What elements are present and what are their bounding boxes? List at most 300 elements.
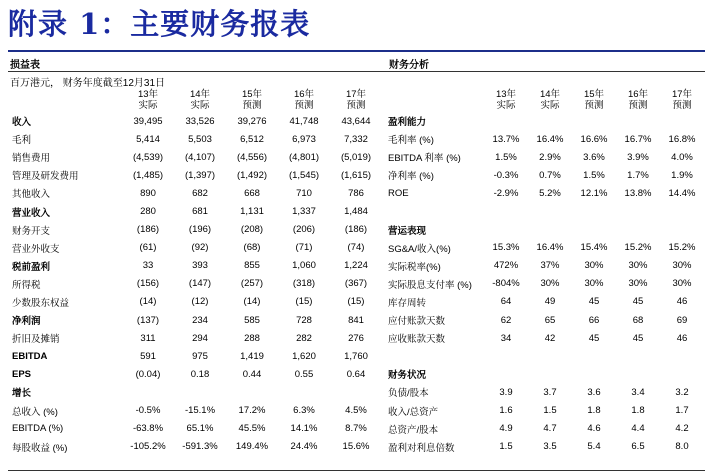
analysis-row bbox=[386, 184, 704, 202]
analysis-cell bbox=[616, 221, 660, 239]
income-row-label: 财务开支 bbox=[12, 225, 51, 237]
income-cell: 1,131 bbox=[240, 206, 264, 218]
income-cell: (206) bbox=[292, 224, 316, 236]
income-row bbox=[10, 202, 382, 220]
analysis-row-label: SG&A/收入(%) bbox=[388, 243, 451, 255]
income-year-label: 15年 bbox=[241, 89, 263, 100]
income-cell: (5,019) bbox=[340, 151, 372, 163]
income-cell bbox=[278, 383, 330, 401]
analysis-row-label: 应收账款天数 bbox=[388, 334, 446, 346]
analysis-cell bbox=[484, 365, 528, 383]
income-cell: 855 bbox=[244, 260, 260, 272]
analysis-cell bbox=[572, 347, 616, 365]
income-cell: (12) bbox=[191, 296, 209, 308]
analysis-cell: 16.7% bbox=[624, 133, 652, 145]
income-row-label: 营业收入 bbox=[12, 207, 51, 219]
analysis-row-label: EBITDA 利率 (%) bbox=[388, 153, 461, 165]
analysis-cell: 30% bbox=[540, 278, 560, 290]
income-cell: 1,224 bbox=[344, 260, 368, 272]
income-cell: 1,419 bbox=[240, 350, 264, 362]
analysis-year-header-spacer bbox=[386, 88, 484, 112]
analysis-cell: 3.4 bbox=[631, 386, 645, 398]
analysis-row bbox=[386, 202, 704, 220]
income-cell bbox=[226, 383, 278, 401]
income-cell: (15) bbox=[347, 296, 365, 308]
analysis-cell: 3.5 bbox=[543, 441, 557, 453]
analysis-cell bbox=[660, 112, 704, 130]
analysis-cell: 15.3% bbox=[492, 242, 520, 254]
analysis-row-label: 营运表现 bbox=[388, 225, 427, 237]
analysis-row-label: 实际税率(%) bbox=[388, 261, 441, 273]
income-row bbox=[10, 347, 382, 365]
income-cell: 1,484 bbox=[344, 206, 368, 218]
income-cell: 149.4% bbox=[235, 441, 269, 453]
analysis-cell bbox=[572, 365, 616, 383]
income-year-label: 16年 bbox=[293, 89, 315, 100]
analysis-row-label: 财务状况 bbox=[388, 370, 427, 382]
analysis-cell bbox=[484, 112, 528, 130]
analysis-cell bbox=[616, 202, 660, 220]
income-cell: (147) bbox=[188, 278, 212, 290]
analysis-row-label: 净利率 (%) bbox=[388, 171, 434, 183]
analysis-year-col-4 bbox=[616, 88, 660, 112]
income-cell: 43,644 bbox=[341, 115, 371, 127]
income-cell: 45.5% bbox=[238, 423, 266, 435]
income-row bbox=[10, 275, 382, 293]
analysis-cell: 2.9% bbox=[539, 151, 561, 163]
analysis-cell: 1.7% bbox=[627, 169, 649, 181]
analysis-cell bbox=[484, 221, 528, 239]
income-cell: -15.1% bbox=[184, 405, 216, 417]
currency-unit-note: 百万港元， 财务年度截至12月31日 bbox=[10, 78, 166, 89]
income-cell: -591.3% bbox=[182, 441, 218, 453]
title-divider bbox=[8, 50, 705, 52]
analysis-cell bbox=[660, 347, 704, 365]
income-cell: (74) bbox=[347, 242, 365, 254]
income-cell: 15.6% bbox=[342, 441, 370, 453]
income-row bbox=[10, 112, 382, 130]
income-cell: 288 bbox=[244, 332, 260, 344]
analysis-cell: 64 bbox=[500, 296, 512, 308]
analysis-cell: 30% bbox=[584, 278, 604, 290]
analysis-row-label: 毛利率 (%) bbox=[388, 135, 434, 147]
income-row-label: 净利润 bbox=[12, 316, 41, 328]
analysis-row bbox=[386, 420, 704, 438]
income-cell: (14) bbox=[243, 296, 261, 308]
income-cell: 24.4% bbox=[290, 441, 318, 453]
income-row bbox=[10, 239, 382, 257]
analysis-row-label bbox=[386, 347, 484, 365]
analysis-cell: 4.7 bbox=[543, 423, 557, 435]
income-cell: 1,337 bbox=[292, 206, 316, 218]
income-row-label: EBITDA bbox=[12, 350, 48, 362]
income-cell: (4,556) bbox=[236, 151, 268, 163]
income-cell: (367) bbox=[344, 278, 368, 290]
income-cell: -105.2% bbox=[130, 441, 166, 453]
analysis-cell: 5.4 bbox=[587, 441, 601, 453]
analysis-row bbox=[386, 112, 704, 130]
income-year-header-row bbox=[10, 88, 382, 112]
analysis-row bbox=[386, 130, 704, 148]
income-row bbox=[10, 383, 382, 401]
income-year-col-5 bbox=[330, 88, 382, 112]
income-row bbox=[10, 402, 382, 420]
income-cell: 33,526 bbox=[185, 115, 215, 127]
analysis-year-col-5 bbox=[660, 88, 704, 112]
income-cell: 1,620 bbox=[292, 350, 316, 362]
analysis-cell: 3.9% bbox=[627, 151, 649, 163]
income-row-label: 税前盈利 bbox=[12, 261, 51, 273]
income-row bbox=[10, 438, 382, 456]
analysis-row bbox=[386, 239, 704, 257]
analysis-cell: 46 bbox=[676, 332, 688, 344]
income-year-type: 预测 bbox=[346, 100, 366, 111]
analysis-row-label: 总资产/股本 bbox=[388, 424, 439, 436]
analysis-cell: 37% bbox=[540, 260, 560, 272]
income-year-col-3 bbox=[226, 88, 278, 112]
analysis-cell: -2.9% bbox=[493, 187, 519, 199]
analysis-cell: 66 bbox=[588, 314, 600, 326]
income-cell: (71) bbox=[295, 242, 313, 254]
income-year-type: 实际 bbox=[190, 100, 210, 111]
analysis-cell: 65 bbox=[544, 314, 556, 326]
income-row-label: 销售费用 bbox=[12, 153, 51, 165]
income-cell: (186) bbox=[136, 224, 160, 236]
analysis-year-label: 15年 bbox=[583, 89, 605, 100]
income-cell: 728 bbox=[296, 314, 312, 326]
income-cell: (1,397) bbox=[184, 169, 216, 181]
analysis-cell: 1.5 bbox=[543, 405, 557, 417]
analysis-cell: 1.5 bbox=[499, 441, 513, 453]
income-row bbox=[10, 166, 382, 184]
analysis-cell bbox=[616, 112, 660, 130]
financial-analysis-header: 财务分析 bbox=[389, 60, 429, 71]
analysis-cell bbox=[572, 112, 616, 130]
income-row bbox=[10, 184, 382, 202]
income-cell: 8.7% bbox=[345, 423, 367, 435]
analysis-cell bbox=[660, 202, 704, 220]
analysis-cell: 62 bbox=[500, 314, 512, 326]
income-cell: 0.64 bbox=[346, 368, 366, 380]
income-cell: 710 bbox=[296, 187, 312, 199]
income-cell: (257) bbox=[240, 278, 264, 290]
income-row-label: 每股收益 (%) bbox=[12, 442, 68, 454]
analysis-cell: 16.6% bbox=[580, 133, 608, 145]
analysis-row-label: 库存周转 bbox=[388, 297, 427, 309]
analysis-cell bbox=[660, 365, 704, 383]
analysis-year-col-1 bbox=[484, 88, 528, 112]
income-row bbox=[10, 365, 382, 383]
analysis-cell bbox=[528, 202, 572, 220]
analysis-row bbox=[386, 329, 704, 347]
analysis-cell: 3.9 bbox=[499, 386, 513, 398]
income-year-col-1 bbox=[122, 88, 174, 112]
analysis-year-type: 实际 bbox=[540, 100, 560, 111]
analysis-row-label: 盈利对利息倍数 bbox=[388, 442, 455, 454]
analysis-cell: 16.8% bbox=[668, 133, 696, 145]
analysis-cell: 4.2 bbox=[675, 423, 689, 435]
analysis-row bbox=[386, 311, 704, 329]
analysis-row bbox=[386, 438, 704, 456]
income-cell: 282 bbox=[296, 332, 312, 344]
analysis-cell: 1.8 bbox=[587, 405, 601, 417]
income-cell: 841 bbox=[348, 314, 364, 326]
income-cell: 4.5% bbox=[345, 405, 367, 417]
income-cell: (186) bbox=[344, 224, 368, 236]
income-cell: 890 bbox=[140, 187, 156, 199]
income-cell: 39,495 bbox=[133, 115, 163, 127]
income-cell: 33 bbox=[142, 260, 154, 272]
income-row-label: 收入 bbox=[12, 117, 32, 129]
analysis-cell: 3.6 bbox=[587, 386, 601, 398]
analysis-row bbox=[386, 275, 704, 293]
analysis-row bbox=[386, 383, 704, 401]
income-cell bbox=[330, 383, 382, 401]
analysis-row-label bbox=[386, 202, 484, 220]
analysis-cell bbox=[528, 112, 572, 130]
analysis-cell: 45 bbox=[588, 332, 600, 344]
analysis-cell: 1.8 bbox=[631, 405, 645, 417]
analysis-cell: 30% bbox=[584, 260, 604, 272]
analysis-cell: 1.7 bbox=[675, 405, 689, 417]
income-year-type: 实际 bbox=[138, 100, 158, 111]
income-cell: 41,748 bbox=[289, 115, 319, 127]
analysis-row bbox=[386, 365, 704, 383]
income-cell: 668 bbox=[244, 187, 260, 199]
income-cell: (196) bbox=[188, 224, 212, 236]
analysis-cell: 5.2% bbox=[539, 187, 561, 199]
analysis-cell bbox=[528, 365, 572, 383]
income-cell: (4,539) bbox=[132, 151, 164, 163]
income-cell: 0.18 bbox=[190, 368, 210, 380]
income-cell bbox=[122, 383, 174, 401]
analysis-cell: -0.3% bbox=[493, 169, 519, 181]
analysis-cell: 0.7% bbox=[539, 169, 561, 181]
income-cell: 975 bbox=[192, 350, 208, 362]
income-row-label: 其他收入 bbox=[12, 189, 51, 201]
income-cell: 585 bbox=[244, 314, 260, 326]
income-row-label: EPS bbox=[12, 368, 32, 380]
analysis-cell: 68 bbox=[632, 314, 644, 326]
income-cell: 14.1% bbox=[290, 423, 318, 435]
analysis-cell: 30% bbox=[672, 260, 692, 272]
analysis-cell: 6.5 bbox=[631, 441, 645, 453]
analysis-cell bbox=[484, 347, 528, 365]
income-row bbox=[10, 221, 382, 239]
analysis-year-label: 17年 bbox=[671, 89, 693, 100]
income-cell: 1,060 bbox=[292, 260, 316, 272]
analysis-cell: 3.6% bbox=[583, 151, 605, 163]
income-row bbox=[10, 311, 382, 329]
income-row bbox=[10, 329, 382, 347]
income-cell: 5,414 bbox=[136, 133, 160, 145]
income-cell: (4,107) bbox=[184, 151, 216, 163]
income-cell: 682 bbox=[192, 187, 208, 199]
analysis-year-col-2 bbox=[528, 88, 572, 112]
financial-analysis-table bbox=[386, 88, 704, 456]
analysis-year-type: 实际 bbox=[496, 100, 516, 111]
income-statement-table bbox=[10, 88, 382, 456]
income-cell: (92) bbox=[191, 242, 209, 254]
analysis-cell bbox=[484, 202, 528, 220]
analysis-cell: 34 bbox=[500, 332, 512, 344]
analysis-cell: 14.4% bbox=[668, 187, 696, 199]
analysis-row bbox=[386, 402, 704, 420]
income-year-type: 预测 bbox=[294, 100, 314, 111]
income-cell: 0.55 bbox=[294, 368, 314, 380]
income-cell: (14) bbox=[139, 296, 157, 308]
income-row-label: 毛利 bbox=[12, 135, 32, 147]
income-cell: 17.2% bbox=[238, 405, 266, 417]
income-cell: 7,332 bbox=[344, 133, 368, 145]
income-row bbox=[10, 420, 382, 438]
analysis-row-label: 负债/股本 bbox=[388, 388, 429, 400]
income-cell: (137) bbox=[136, 314, 160, 326]
income-cell: -0.5% bbox=[135, 405, 161, 417]
analysis-cell: 1.9% bbox=[671, 169, 693, 181]
analysis-cell bbox=[528, 221, 572, 239]
footer-divider bbox=[8, 470, 705, 471]
income-cell: 6,973 bbox=[292, 133, 316, 145]
income-year-type: 预测 bbox=[242, 100, 262, 111]
income-cell: (1,492) bbox=[236, 169, 268, 181]
analysis-cell: 472% bbox=[493, 260, 519, 272]
income-cell: (4,801) bbox=[288, 151, 320, 163]
analysis-row bbox=[386, 221, 704, 239]
analysis-cell: 45 bbox=[632, 332, 644, 344]
income-year-label: 14年 bbox=[189, 89, 211, 100]
income-cell: 786 bbox=[348, 187, 364, 199]
income-cell: (156) bbox=[136, 278, 160, 290]
income-row-label: 所得税 bbox=[12, 279, 41, 291]
income-cell: 280 bbox=[140, 206, 156, 218]
analysis-cell: 13.8% bbox=[624, 187, 652, 199]
income-cell: 65.1% bbox=[186, 423, 214, 435]
analysis-cell: 4.9 bbox=[499, 423, 513, 435]
income-cell: 276 bbox=[348, 332, 364, 344]
analysis-cell: 1.5% bbox=[495, 151, 517, 163]
analysis-cell: 15.2% bbox=[624, 242, 652, 254]
analysis-row bbox=[386, 166, 704, 184]
analysis-row-label: 实际股息支付率 (%) bbox=[388, 279, 472, 291]
income-cell: 5,503 bbox=[188, 133, 212, 145]
income-cell: 6.3% bbox=[293, 405, 315, 417]
income-cell: (318) bbox=[292, 278, 316, 290]
income-row bbox=[10, 130, 382, 148]
analysis-cell bbox=[528, 347, 572, 365]
analysis-year-col-3 bbox=[572, 88, 616, 112]
income-row bbox=[10, 293, 382, 311]
analysis-cell: -804% bbox=[492, 278, 520, 290]
analysis-cell: 30% bbox=[672, 278, 692, 290]
analysis-cell: 15.2% bbox=[668, 242, 696, 254]
income-cell: (208) bbox=[240, 224, 264, 236]
analysis-cell: 3.2 bbox=[675, 386, 689, 398]
header-divider bbox=[8, 71, 705, 72]
income-cell: (15) bbox=[295, 296, 313, 308]
analysis-year-label: 13年 bbox=[495, 89, 517, 100]
analysis-cell: 49 bbox=[544, 296, 556, 308]
analysis-row-label: 应付账款天数 bbox=[388, 316, 446, 328]
income-cell: 591 bbox=[140, 350, 156, 362]
analysis-cell bbox=[616, 347, 660, 365]
income-row-label: 营业外收支 bbox=[12, 243, 60, 255]
analysis-row-label: 盈利能力 bbox=[388, 117, 427, 129]
income-cell bbox=[174, 383, 226, 401]
income-cell: 1,760 bbox=[344, 350, 368, 362]
analysis-row-label: ROE bbox=[388, 187, 409, 199]
income-cell: 0.44 bbox=[242, 368, 262, 380]
income-year-label: 13年 bbox=[137, 89, 159, 100]
income-row-label: 管理及研发费用 bbox=[12, 171, 79, 183]
analysis-cell: 45 bbox=[632, 296, 644, 308]
analysis-cell bbox=[572, 202, 616, 220]
analysis-cell bbox=[572, 221, 616, 239]
income-year-col-2 bbox=[174, 88, 226, 112]
income-cell: (1,545) bbox=[288, 169, 320, 181]
analysis-cell: 30% bbox=[628, 278, 648, 290]
analysis-cell: 4.4 bbox=[631, 423, 645, 435]
income-cell: (0.04) bbox=[135, 368, 161, 380]
analysis-year-header-row bbox=[386, 88, 704, 112]
page-title: 附录 1：主要财务报表 bbox=[8, 7, 311, 41]
income-cell: 6,512 bbox=[240, 133, 264, 145]
analysis-row bbox=[386, 347, 704, 365]
analysis-cell bbox=[660, 221, 704, 239]
analysis-cell: 13.7% bbox=[492, 133, 520, 145]
analysis-year-type: 预测 bbox=[584, 100, 604, 111]
income-cell: (68) bbox=[243, 242, 261, 254]
income-year-header-spacer bbox=[10, 88, 122, 112]
income-cell: (61) bbox=[139, 242, 157, 254]
analysis-cell: 45 bbox=[588, 296, 600, 308]
analysis-cell: 1.5% bbox=[583, 169, 605, 181]
income-cell: 234 bbox=[192, 314, 208, 326]
analysis-cell: 30% bbox=[628, 260, 648, 272]
income-row-label: 总收入 (%) bbox=[12, 406, 58, 418]
income-row bbox=[10, 257, 382, 275]
analysis-row bbox=[386, 293, 704, 311]
analysis-year-label: 14年 bbox=[539, 89, 561, 100]
analysis-cell: 46 bbox=[676, 296, 688, 308]
analysis-cell: 4.6 bbox=[587, 423, 601, 435]
income-cell: (1,485) bbox=[132, 169, 164, 181]
analysis-cell: 4.0% bbox=[671, 151, 693, 163]
income-year-label: 17年 bbox=[345, 89, 367, 100]
income-row-label: 少数股东权益 bbox=[12, 297, 70, 309]
income-cell: 393 bbox=[192, 260, 208, 272]
analysis-year-label: 16年 bbox=[627, 89, 649, 100]
analysis-cell: 69 bbox=[676, 314, 688, 326]
analysis-cell: 15.4% bbox=[580, 242, 608, 254]
income-row-label: 折旧及摊销 bbox=[12, 334, 60, 346]
analysis-row-label: 收入/总资产 bbox=[388, 406, 439, 418]
income-cell: -63.8% bbox=[132, 423, 164, 435]
analysis-row bbox=[386, 148, 704, 166]
income-row-label: EBITDA (%) bbox=[12, 423, 64, 435]
income-cell: 681 bbox=[192, 206, 208, 218]
income-year-col-4 bbox=[278, 88, 330, 112]
analysis-year-type: 预测 bbox=[672, 100, 692, 111]
analysis-cell: 8.0 bbox=[675, 441, 689, 453]
income-row bbox=[10, 148, 382, 166]
analysis-cell bbox=[616, 365, 660, 383]
income-cell: (1,615) bbox=[340, 169, 372, 181]
income-cell: 311 bbox=[140, 332, 156, 344]
analysis-year-type: 预测 bbox=[628, 100, 648, 111]
income-row-label: 增长 bbox=[12, 388, 32, 400]
income-statement-header: 损益表 bbox=[10, 60, 40, 71]
